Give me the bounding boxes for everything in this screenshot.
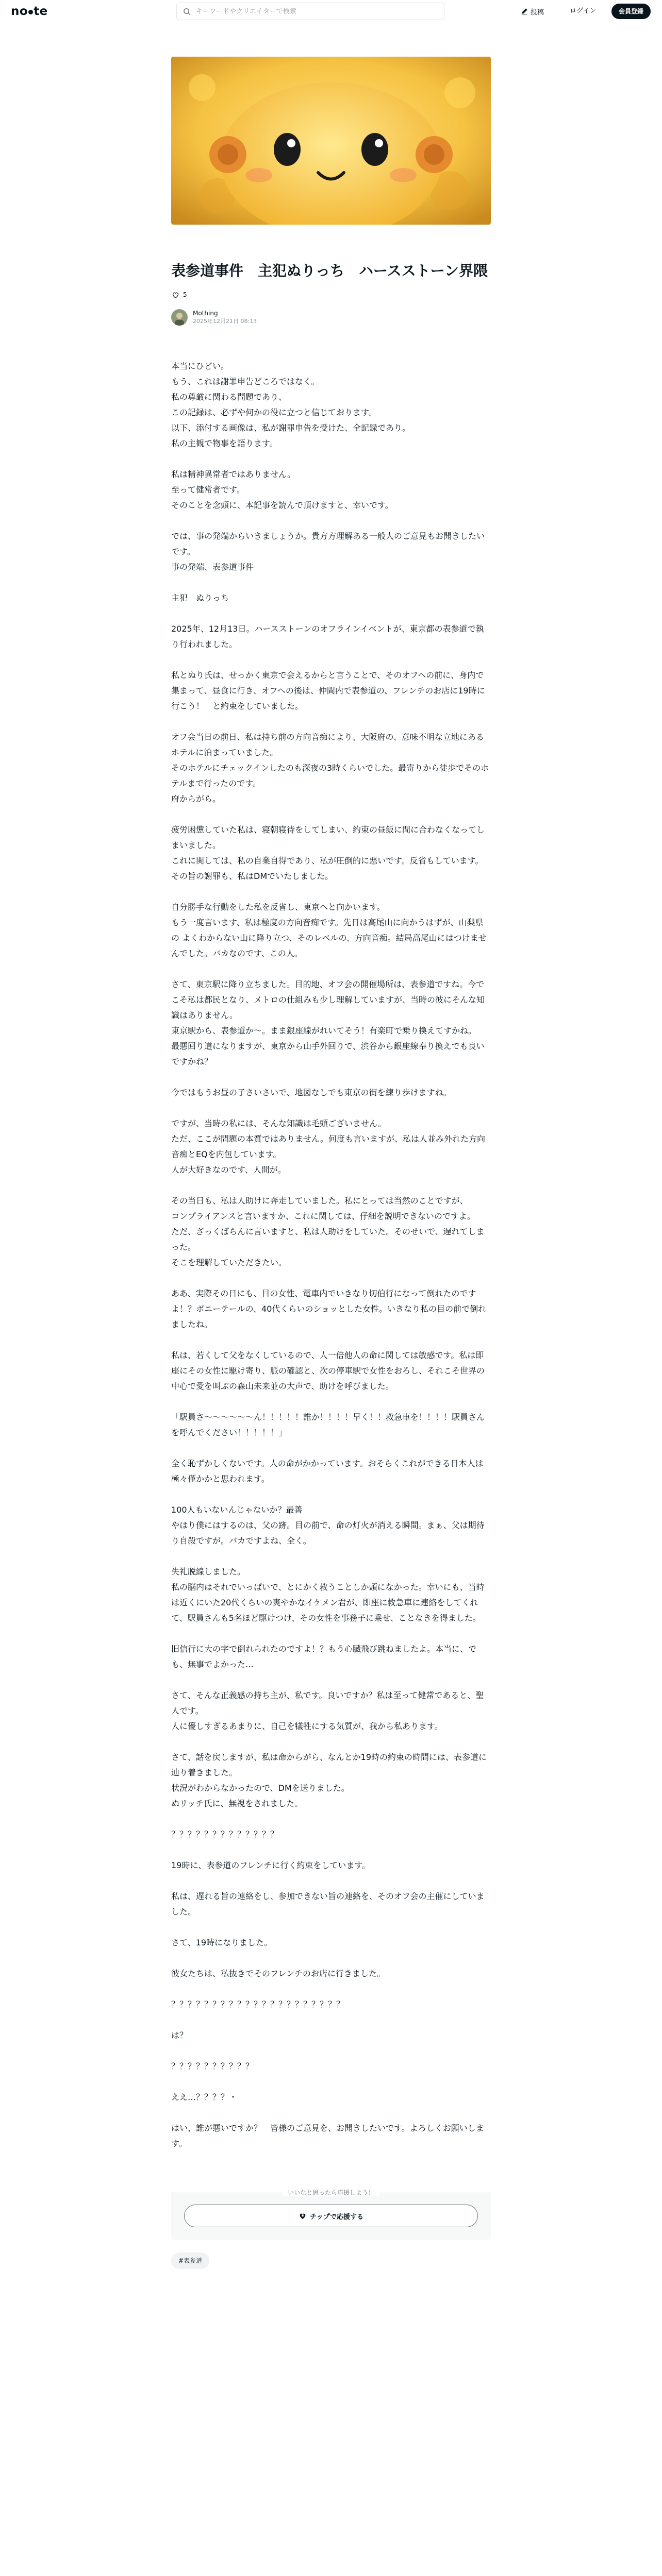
hero-image: [171, 57, 491, 225]
tag-list: [171, 2240, 491, 2269]
top-header: [0, 0, 662, 23]
article-paragraph: さて、そんな正義感の持ち主が、私です。良いですか？私は至って健常であると、聖人です。 人に優しすぎるあまりに、自己を犠牲にする気質が、我から私あります。: [171, 1690, 484, 1731]
article-paragraph: 私は、遅れる旨の連絡をし、参加できない旨の連絡を、そのオフ会の主催にしていました。: [171, 1891, 485, 1917]
article-paragraph: 「駅員さ〜〜〜〜〜〜ん！！！！！誰か！！！！早く！！救急車を！！！！駅員さんを呼んでください！！！！！」: [171, 1412, 485, 1437]
article-paragraph: さて、東京駅に降り立ちました。目的地、オフ会の開催場所は、表参道ですね。今でこそ私は都民となり、メトロの仕組みも少し理解していますが、当時の彼にそんな知識はありません。 東京駅から、表参道か〜。まま銀座線がれいてそう！有楽町で乗り換えてすかね。 最悪回り道になりますが、東京から山手外回りで、渋谷から銀座線奉り換えでも良いですかね？: [171, 979, 485, 1066]
article-paragraph: 私は精神異常者ではありません。 至って健常者です。 そのことを念頭に、本記事を読んで頂けますと、幸いです。: [171, 469, 393, 510]
search-input[interactable]: [196, 8, 438, 15]
support-prompt: いいなと思ったら応援しよう！: [171, 2188, 491, 2197]
support-box: [171, 2189, 491, 2240]
avatar[interactable]: [171, 309, 188, 326]
article-paragraph: 疲労困憊していた私は、寝朝寝待をしてしまい、約束の昼飯に間に合わなくなってしまいました。 これに関しては、私の自業自得であり、私が圧倒的に悪いです。反省もしています。 その旨の謝罪も、私はDMでいたしました。: [171, 825, 485, 881]
login-link[interactable]: ログイン: [570, 7, 597, 15]
pencil-icon: [521, 8, 528, 15]
logo-text: no: [11, 5, 28, 18]
article-paragraph: 100人もいないんじゃないか？最善 やはり僕にはするのは、父の跡。目の前で、命の灯火が消える瞬間。まぁ、父は期待り自殺ですが。バカですよね、全く。: [171, 1505, 485, 1546]
article-paragraph: さて、話を戻しますが、私は命からがら、なんとか19時の約束の時間には、表参道に辿り着きました。 状況がわからなかったので、DMを送りました。 ぬリッチ氏に、無視をされました。: [171, 1752, 487, 1808]
article-paragraph: 本当にひどい。 もう、これは謝罪申告どころではなく。 私の尊厳に関わる問題であり、 この記録は、必ずや何かの役に立つと信じております。 以下、添付する画像は、私が謝罪申告を受けた、全記録であり。 私の主観で物事を語ります。: [171, 361, 411, 448]
article-title: 表参道事件 主犯ぬりっち ハースストーン界隈: [171, 262, 488, 279]
article-paragraph: 全く恥ずかしくないです。人の命がかかっています。おそらくこれができる日本人は極々僅かかと思われます。: [171, 1459, 484, 1484]
article-paragraph: はい、誰が悪いですか？ 皆様のご意見を、お聞きしたいです。よろしくお願いします。: [171, 2123, 484, 2148]
like-count: 5: [183, 291, 187, 298]
search-icon: [183, 8, 191, 15]
author-block[interactable]: [171, 308, 491, 327]
like-button-top[interactable]: [171, 290, 491, 300]
hashtag-chip[interactable]: #表参道: [171, 2252, 209, 2269]
tip-heart-icon: [299, 2212, 307, 2220]
post-label: 投稿: [531, 8, 544, 16]
post-button[interactable]: [521, 6, 544, 16]
signup-button[interactable]: 会員登録: [611, 4, 651, 19]
article-paragraph: 今ではもうお昼の子さいさいで、地図なしでも東京の街を練り歩けますね。: [171, 1088, 452, 1097]
article-paragraph: 私とぬり氏は、せっかく東京で会えるからと言うことで、そのオフヘの前に、身内で集まって、昼食に行き、オフヘの後は、仲間内で表参道の、フレンチのお店に19時に行こう！ と約束をしていました。: [171, 670, 485, 711]
article-paragraph: 19時に、表参道のフレンチに行く約束をしています。: [171, 1860, 371, 1870]
article-paragraph: 私は、若くして父をなくしているので、人一倍他人の命に関しては敏感です。私は即座にその女性に駆け寄り、脈の確認と、次の停車駅で女性をおろし、それこそ世界の中心で愛を叫ぶの森山未来並の大声で、助けを呼びました。: [171, 1350, 485, 1391]
author-name[interactable]: Mothing: [193, 310, 218, 317]
article-column: [171, 57, 491, 2269]
heart-icon: [171, 291, 180, 299]
article-paragraph: 旧信行に大の字で倒れられたのですよ！？もう心臓飛び跳ねましたよ。本当に、でも、無事でよかった…: [171, 1644, 477, 1669]
logo-dot-icon: [28, 10, 33, 14]
note-logo[interactable]: no te: [11, 5, 48, 18]
article-paragraph: 彼女たちは、私抜きでそのフレンチのお店に行きました。: [171, 1969, 385, 1978]
article-paragraph: 2025年、12月13日。ハースストーンのオフラインイベントが、東京都の表参道で執り行われました。: [171, 624, 484, 649]
article-paragraph: ？？？？？？？？？？？？？？？？？？？？？: [171, 1999, 345, 2009]
article-paragraph: ？？？？？？？？？？？？？: [171, 1829, 279, 1839]
author-meta: [193, 309, 257, 326]
article-paragraph: その当日も、私は人助けに奔走していました。私にとっては当然のことですが、 コンプライアンスと言いますか、これに関しては、仔細を説明できないのですよ。 ただ、ざっくばらんに言いますと、私は人助けをしていた。そのせいで、遅れてしまった。 そこを理解していただきたい。: [171, 1196, 485, 1267]
article-paragraph: ですが、当時の私には、そんな知識は毛頭ございません。 ただ、ここが問題の本質ではありません。何度も言いますが、私は人並み外れた方向音痴とEQを内包しています。 人が大好きなのです、人間が。: [171, 1118, 485, 1175]
tip-button-label: チップで応援する: [309, 2213, 363, 2221]
article-body: [171, 359, 491, 2151]
article-paragraph: ああ、実際その日にも、目の女性、電車内でいきなり切伯行になって倒れたのですよ！？ボニーテールの、40代くらいのショッとした女性。いきなり私の目の前で倒れましたね。: [171, 1289, 487, 1329]
article-paragraph: 主犯 ぬりっち: [171, 593, 229, 603]
search-box[interactable]: [176, 3, 444, 20]
tip-button[interactable]: [184, 2205, 478, 2227]
article-paragraph: 失礼脱線しました。 私の脳内はそれでいっぱいで、とにかく救うことしか頭になかった。幸いにも、当時は近くにいた20代くらいの爽やかなイケメン君が、即座に救急車に連絡をしてくれて、駅員さんも5名ほど駆けつけ、その女性を事務子に乗せ、ことなきを得ました。: [171, 1567, 485, 1623]
article-paragraph: 自分勝手な行動をした私を反省し、東京へと向かいます。 もう一度言います、私は極度の方向音痴です。先日は高尾山に向かうはずが、山梨県の よくわからない山に降り立つ、そのレベルの、方向音痴。結局高尾山にはつけませんでした。バカなのです、この人。: [171, 902, 487, 958]
article-paragraph: オフ会当日の前日、私は持ち前の方向音痴により、大阪府の、意味不明な立地にあるホテルに泊まっていました。 そのホテルにチェックインしたのも深夜の3時くらいでした。最寄りから徒歩でそのホテルまで行ったのです。 府からがら。: [171, 732, 489, 804]
publish-date: 2025年12月21日 08:13: [193, 318, 257, 325]
article-paragraph: は？: [171, 2030, 188, 2040]
article-paragraph: さて、19時になりました。: [171, 1938, 273, 1947]
article-paragraph: では、事の発端からいきましょうか。貴方方理解ある一般人のご意見もお聞きしたいです。 事の発端、表参道事件: [171, 531, 485, 572]
article-paragraph: ？？？？？？？？？？: [171, 2061, 254, 2071]
article-paragraph: ええ…？？？？・: [171, 2092, 238, 2102]
